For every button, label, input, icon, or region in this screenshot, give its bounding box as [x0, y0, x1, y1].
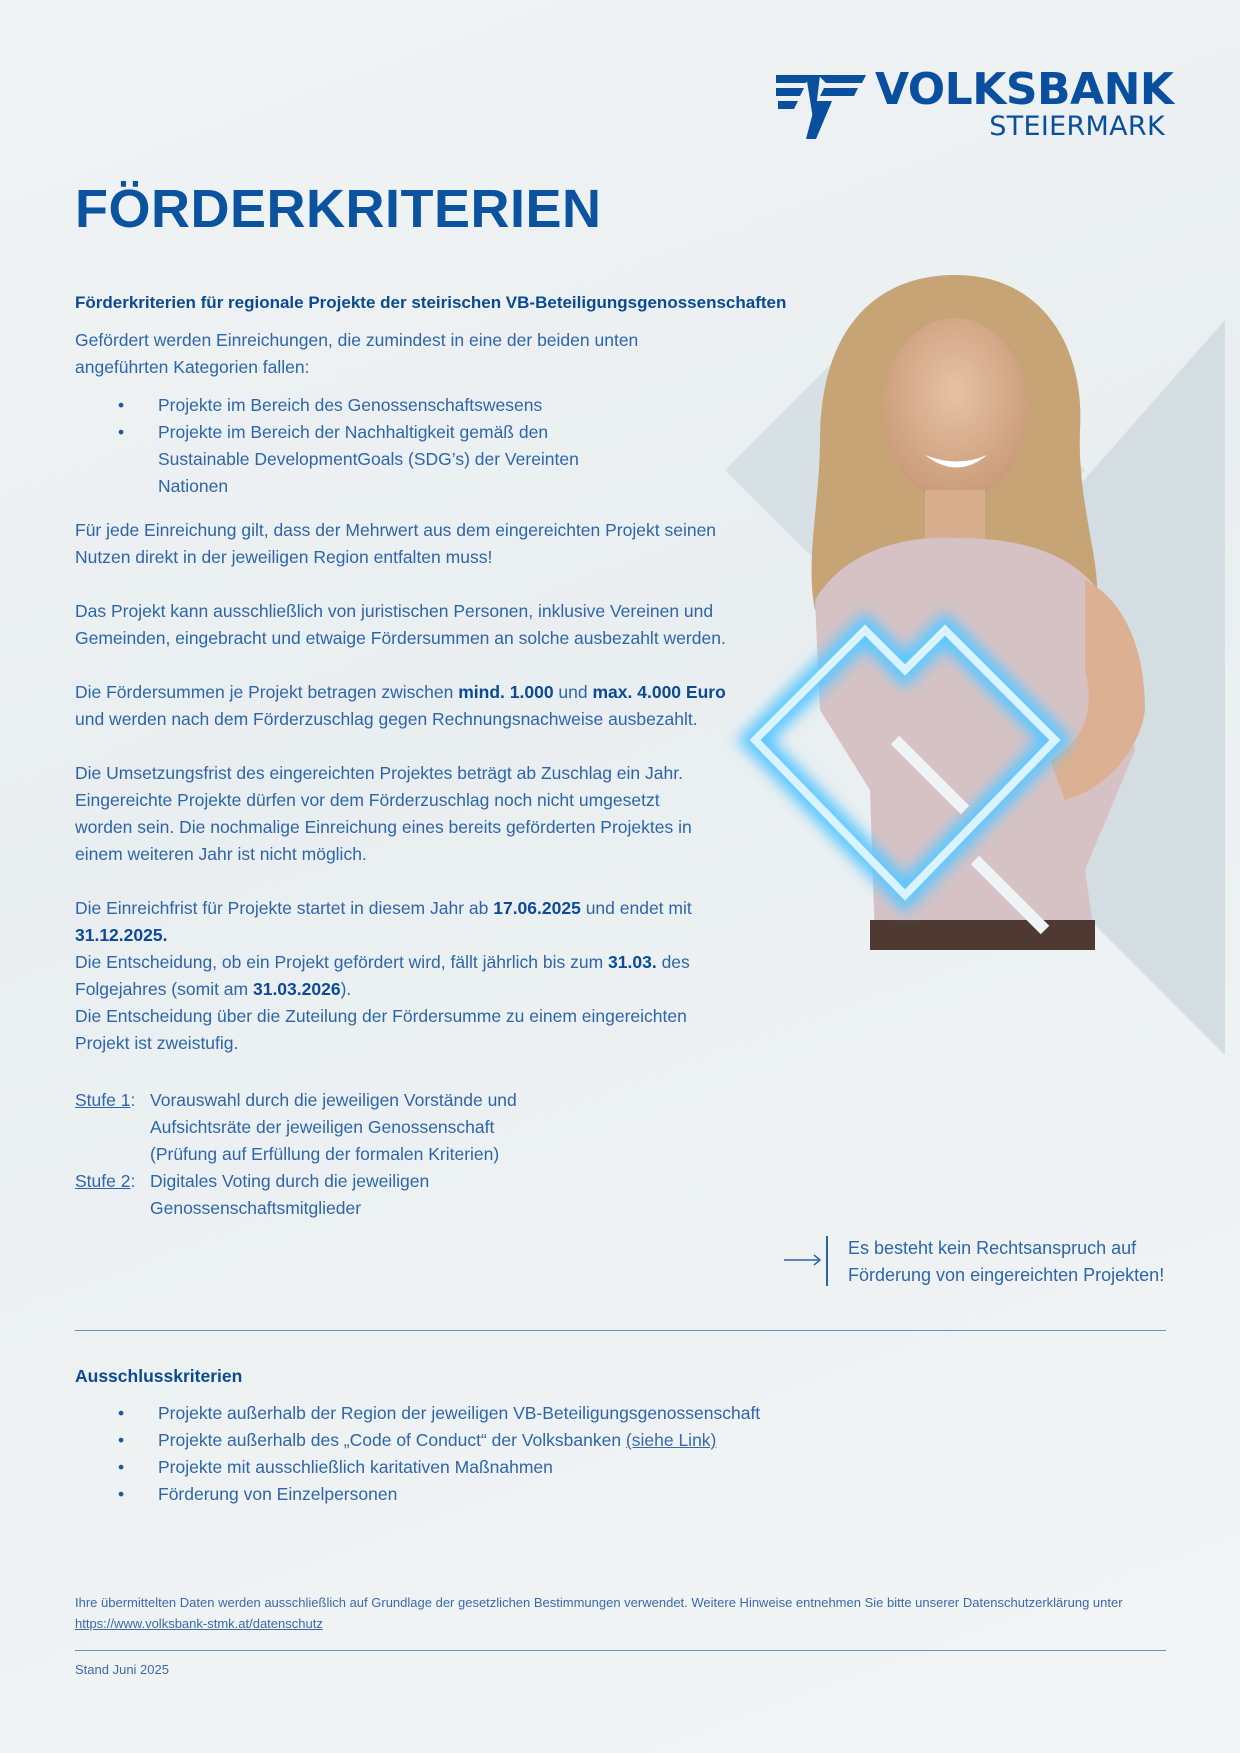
privacy-notice — [75, 1592, 1170, 1634]
legal-note: Es besteht kein Rechtsanspruch auf Förderung von eingereichten Projekten! — [848, 1238, 1165, 1285]
version-date: Stand Juni 2025 — [75, 1662, 169, 1677]
funding-amount-text — [75, 679, 735, 733]
code-of-conduct-link[interactable]: (siehe Link) — [625, 1430, 717, 1450]
stage-2-text: Digitales Voting durch die jeweiligen Genossenschaftsmitglieder — [150, 1171, 430, 1218]
privacy-link[interactable]: https://www.volksbank-stmk.at/datenschutz — [75, 1616, 323, 1631]
exclusion-heading: Ausschlusskriterien — [75, 1366, 243, 1386]
list-item-text: Projekte außerhalb des „Code of Conduct“ der Volksbanken — [158, 1430, 626, 1450]
brand-region: STEIERMARK — [989, 111, 1165, 142]
intro-text: Gefördert werden Einreichungen, die zumindest in eine der beiden unten angeführten Kategorien fallen: — [75, 330, 639, 377]
funding-max: max. 4.000 Euro — [592, 682, 726, 702]
volksbank-logo-icon — [776, 73, 866, 141]
funding-text-part: und werden nach dem Förderzuschlag gegen Rechnungsnachweise ausbezahlt. — [75, 709, 698, 729]
list-item — [118, 1427, 918, 1454]
funding-text-part: und — [553, 682, 593, 702]
region-text: Für jede Einreichung gilt, dass der Mehrwert aus dem eingereichten Projekt seinen Nutzen direkt in der jeweiligen Region entfalten muss! — [75, 520, 717, 567]
list-item: • Projekte außerhalb der Region der jeweiligen VB-Beteiligungsgenossenschaft — [118, 1400, 918, 1427]
woman-with-heart-photo — [725, 270, 1225, 1060]
list-item: • Förderung von Einzelpersonen — [118, 1481, 918, 1508]
stage-2-label-text: Stufe 2 — [75, 1171, 131, 1191]
stage-2-label: Stufe 2: — [75, 1171, 136, 1191]
deadline-text-part: Die Einreichfrist für Projekte startet in diesem Jahr ab — [75, 898, 494, 918]
page-title: FÖRDERKRITERIEN — [75, 179, 602, 239]
section-subheading: Förderkriterien für regionale Projekte der steirischen VB-Beteiligungsgenossenschaften — [75, 293, 787, 312]
two-stage-text: Die Entscheidung über die Zuteilung der Fördersumme zu einem eingereichten Projekt ist zweistufig. — [75, 1006, 687, 1053]
funding-text-part: Die Fördersummen je Projekt betragen zwischen — [75, 682, 459, 702]
decision-text-part: ). — [340, 979, 352, 999]
brand-name: VOLKSBANK — [875, 64, 1174, 115]
exclusion-list — [118, 1400, 918, 1508]
section-divider — [75, 1330, 1166, 1331]
decision-text-part: des Folgejahres (somit am — [75, 952, 690, 999]
arrow-right-icon — [783, 1250, 823, 1270]
stage-1 — [75, 1087, 575, 1171]
category-list — [118, 392, 678, 500]
footer-divider — [75, 1650, 1166, 1651]
deadline-end: 31.12.2025. — [75, 925, 168, 945]
implementation-text: Die Umsetzungsfrist des eingereichten Projektes beträgt ab Zuschlag ein Jahr. Eingereichte Projekte dürfen vor dem Förderzuschlag noch nicht umgesetzt worden sein. Die nochmalige Einreichung eines bereits geförderten Projektes in einem weiteren Jahr ist nicht möglich. — [75, 763, 692, 864]
note-divider — [826, 1236, 828, 1286]
funding-min: mind. 1.000 — [458, 682, 554, 702]
deadline-start: 17.06.2025 — [493, 898, 581, 918]
stage-1-label-text: Stufe 1 — [75, 1090, 131, 1110]
decision-text-part: Die Entscheidung, ob ein Projekt gefördert wird, fällt jährlich bis zum — [75, 952, 609, 972]
privacy-text: Ihre übermittelten Daten werden ausschließlich auf Grundlage der gesetzlichen Bestimmungen verwendet. Weitere Hinweise entnehmen Sie bitte unserer Datenschutzerklärung unter — [75, 1595, 1123, 1610]
stage-2 — [75, 1168, 575, 1224]
stage-1-text: Vorauswahl durch die jeweiligen Vorstände und Aufsichtsräte der jeweiligen Genossenschaft (Prüfung auf Erfüllung der formalen Kriterien) — [150, 1090, 517, 1164]
legal-entity-text: Das Projekt kann ausschließlich von juristischen Personen, inklusive Vereinen und Gemeinden, eingebracht und etwaige Fördersummen an solche ausbezahlt werden. — [75, 601, 726, 648]
deadline-text-part: und endet mit — [580, 898, 692, 918]
list-item: • Projekte mit ausschließlich karitativen Maßnahmen — [118, 1454, 918, 1481]
list-item: • Projekte im Bereich des Genossenschaftswesens — [118, 392, 678, 419]
decision-day: 31.03. — [608, 952, 657, 972]
deadline-text — [75, 895, 705, 1057]
list-item: • Projekte im Bereich der Nachhaltigkeit gemäß den Sustainable DevelopmentGoals (SDG’s) der Vereinten Nationen — [118, 419, 598, 500]
brand-logo — [875, 64, 1174, 142]
stage-1-label: Stufe 1: — [75, 1090, 136, 1110]
decision-date: 31.03.2026 — [252, 979, 341, 999]
